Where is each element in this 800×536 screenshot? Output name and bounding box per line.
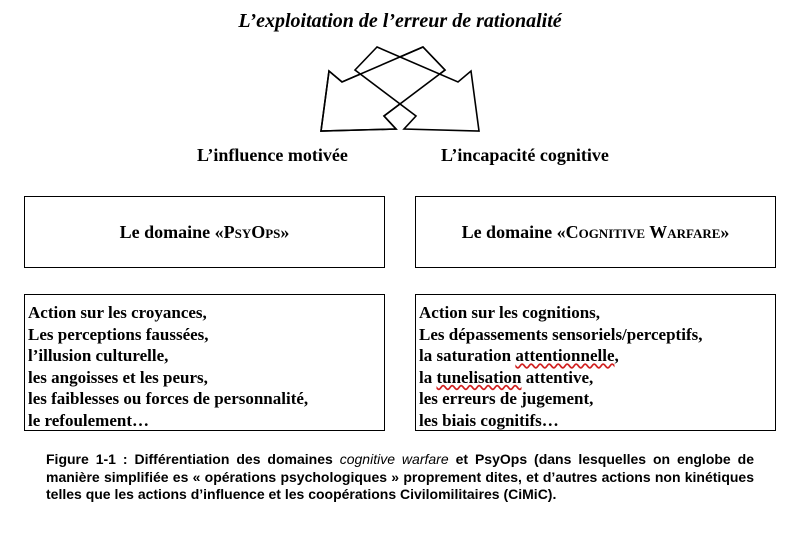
- caption-text: et PsyOps (dans lesquelles on englobe de manière simplifiée es « opérations psychologiques » proprement dites, et d’autres actions non kinétiques telles que les actions d’influence et les coopérations Civilomilitaires (CiMiC).: [46, 451, 754, 502]
- domain-suffix: »: [720, 221, 730, 242]
- diagram-title: L’exploitation de l’erreur de rationalité: [238, 10, 562, 32]
- list-item-text: la saturation: [419, 346, 516, 365]
- list-item: Action sur les cognitions,: [419, 303, 601, 322]
- list-item-text: ,: [614, 346, 619, 365]
- list-item: Action sur les croyances,: [28, 303, 207, 322]
- caption-text: Figure 1-1 : Différentiation des domaines: [46, 451, 340, 467]
- list-item: Les dépassements sensoriels/perceptifs,: [419, 324, 703, 344]
- list-item: [419, 345, 775, 367]
- list-box-psyops: [24, 294, 385, 431]
- figure-caption: [46, 451, 754, 504]
- domain-name-cognitive-warfare: Cognitive Warfare: [565, 221, 721, 242]
- domain-box-cognitive-warfare: [415, 196, 776, 268]
- branch-label-right: L’incapacité cognitive: [441, 145, 609, 165]
- domain-name-psyops: PsyOps: [223, 221, 281, 242]
- list-item: les angoisses et les peurs,: [28, 367, 208, 387]
- list-item: le refoulement…: [28, 410, 150, 430]
- spellcheck-word: tunelisation: [436, 367, 522, 387]
- list-item: les faiblesses ou forces de personnalité,: [28, 389, 309, 408]
- branch-label-left: L’influence motivée: [197, 145, 348, 165]
- list-item: l’illusion culturelle,: [28, 346, 169, 365]
- domain-prefix: Le domaine «: [119, 221, 224, 242]
- domain-box-psyops: [24, 196, 385, 268]
- list-item: les erreurs de jugement,: [419, 389, 594, 408]
- domain-prefix: Le domaine «: [461, 221, 566, 242]
- caption-italic: cognitive warfare: [339, 451, 449, 467]
- list-item: Les perceptions faussées,: [28, 324, 209, 344]
- domain-suffix: »: [280, 221, 290, 242]
- list-item-text: attentive,: [521, 367, 594, 387]
- spellcheck-word: attentionnelle: [515, 346, 615, 365]
- list-box-cognitive-warfare: [415, 294, 776, 431]
- list-item: les biais cognitifs…: [419, 410, 559, 430]
- list-item: [419, 367, 775, 389]
- list-item-text: la: [419, 367, 437, 387]
